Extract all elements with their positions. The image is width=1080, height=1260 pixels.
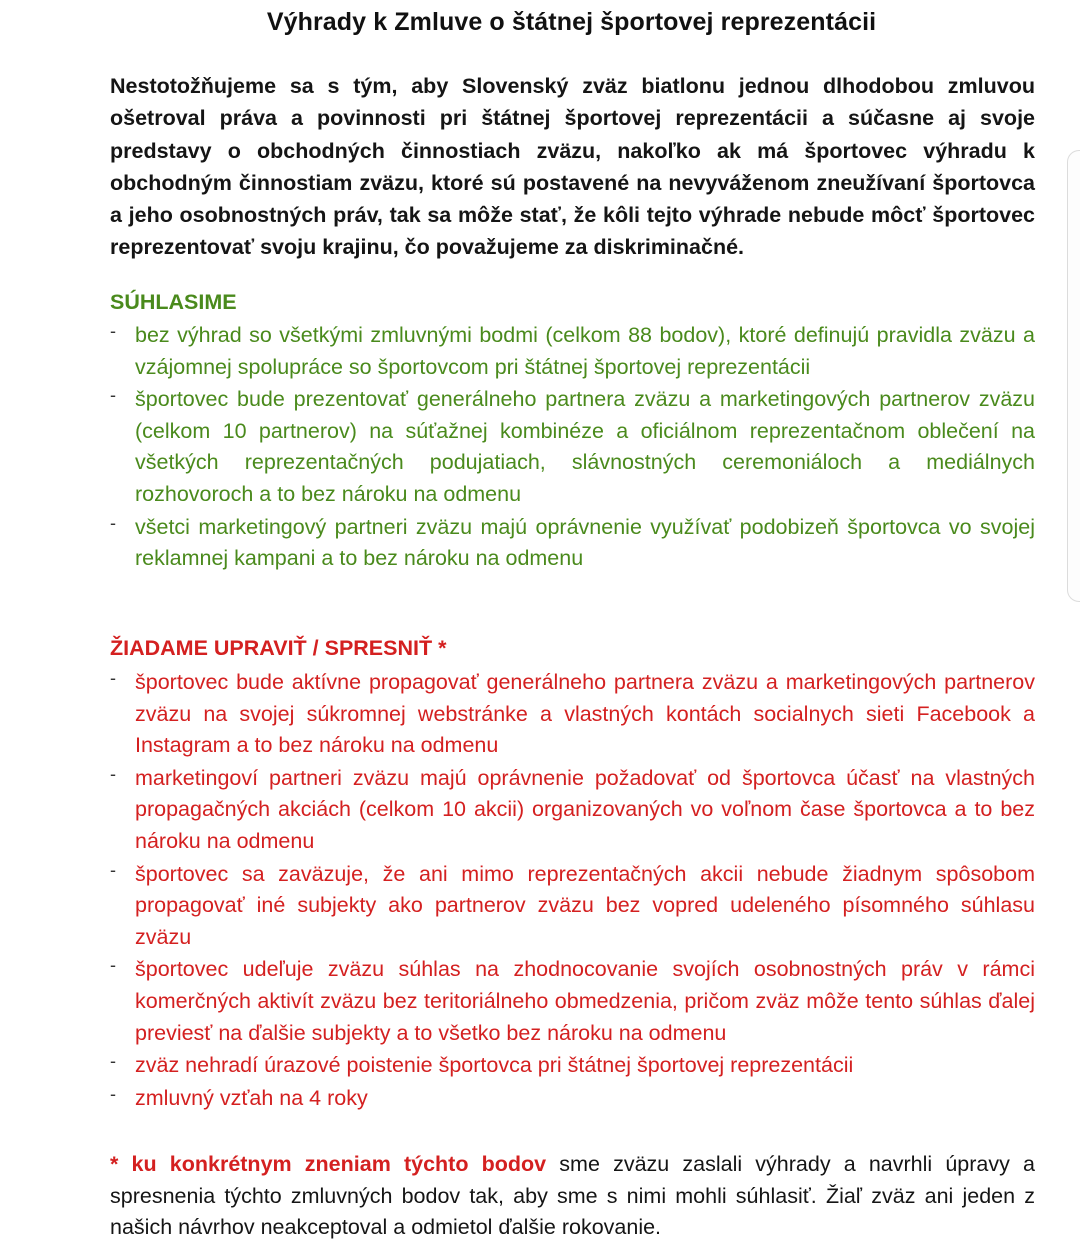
list-item-text: športovec udeľuje zväzu súhlas na zhodnocovanie svojích osobnostných práv v rámci komerčných aktivít zväzu bez teritoriálneho obmedzenia, pričom zväz môže tento súhlas ďalej previesť na ďalšie subjekty a to všetko bez nároku na odmenu: [135, 957, 1035, 1045]
list-item: [110, 384, 1035, 510]
list-item: [110, 1050, 1035, 1082]
footnote-highlight: * ku konkrétnym zneniam týchto bodov: [110, 1152, 547, 1176]
list-item-text: marketingoví partneri zväzu majú oprávnenie požadovať od športovca účasť na vlastných propagačných akciách (celkom 10 akcii) organizovaných vo voľnom čase športovca a to bez nároku na odmenu: [135, 765, 1035, 853]
list-item: [110, 954, 1035, 1049]
list-item-text: všetci marketingový partneri zväzu majú oprávnenie využívať podobizeň športovca vo svojej reklamnej kampani a to bez nároku na odmenu: [135, 514, 1035, 571]
list-item: [110, 512, 1035, 575]
list-item-text: bez výhrad so všetkými zmluvnými bodmi (celkom 88 bodov), ktoré definujú pravidla zväzu a vzájomnej spolupráce so športovcom pri štátnej športovej reprezentácii: [135, 323, 1035, 379]
list-item: [110, 763, 1035, 858]
list-item-text: športovec bude aktívne propagovať generálneho partnera zväzu a marketingových partnerov zväzu na svojej súkromnej webstránke a vlastných kontách socialnych sieti Facebook a Instagram a to bez nároku na odmenu: [135, 670, 1035, 758]
bullet-dash: -: [110, 385, 116, 406]
bullet-dash: -: [110, 512, 116, 533]
list-item-text: športovec bude prezentovať generálneho partnera zväzu a marketingových partnerov zväzu (celkom 10 partnerov) na súťažnej kombinéze a oficiálnom reprezentačnom oblečení na všetkých reprezentačných podujatiach, slávnostných ceremoniáloch a mediálnych rozhovoroch a to bez nároku na odmenu: [135, 387, 1035, 506]
agree-list: [110, 320, 1035, 576]
document-title: Výhrady k Zmluve o štátnej športovej reprezentácii: [266, 8, 877, 36]
list-item: [110, 1083, 1035, 1115]
list-item-text: zmluvný vzťah na 4 roky: [135, 1085, 368, 1110]
scroll-handle[interactable]: [1067, 150, 1080, 602]
bullet-dash: -: [110, 955, 116, 976]
list-item: [110, 667, 1035, 762]
bullet-dash: -: [110, 321, 116, 341]
bullet-dash: -: [110, 1083, 116, 1104]
list-item: [110, 320, 1035, 383]
intro-paragraph: Nestotožňujeme sa s tým, aby Slovenský zväz biatlonu jednou dlhodobou zmluvou ošetroval práva a povinnosti pri štátnej športovej reprezentácii a súčasne aj svoje predstavy o obchodných činnostiach zväzu, nakoľko ak má športovec výhradu k obchodným činnostiam zväzu, ktoré sú postavené na nevyváženom zneužívaní športovca a jeho osobnostných práv, tak sa môže stať, že kôli tejto výhrade nebude môcť športovec reprezentovať svoju krajinu, čo považujeme za diskriminačné.: [110, 74, 1035, 260]
bullet-dash: -: [110, 1051, 116, 1072]
list-item-text: športovec sa zaväzuje, že ani mimo reprezentačných akcii nebude žiadnym spôsobom propagovať iné subjekty ako partnerov zväzu bez vopred udeleného písomného súhlasu zväzu: [135, 861, 1035, 949]
bullet-dash: -: [110, 668, 116, 688]
footnote-text: sme zväzu zaslali výhrady a navrhli úpravy a spresnenia týchto zmluvných bodov tak, aby sme s nimi mohli súhlasiť. Žiaľ zväz ani jeden z našich návrhov neakceptoval a odmietol ďalšie rokovanie.: [110, 1152, 1035, 1239]
footnote-paragraph: [110, 1149, 1035, 1244]
request-heading: ŽIADAME UPRAVIŤ / SPRESNIŤ *: [110, 636, 447, 660]
bullet-dash: -: [110, 763, 116, 784]
agree-heading: SÚHLASIME: [110, 290, 237, 314]
request-list: [110, 667, 1035, 1115]
bullet-dash: -: [110, 859, 116, 880]
list-item-text: zväz nehradí úrazové poistenie športovca pri štátnej športovej reprezentácii: [135, 1053, 854, 1078]
list-item: [110, 859, 1035, 954]
